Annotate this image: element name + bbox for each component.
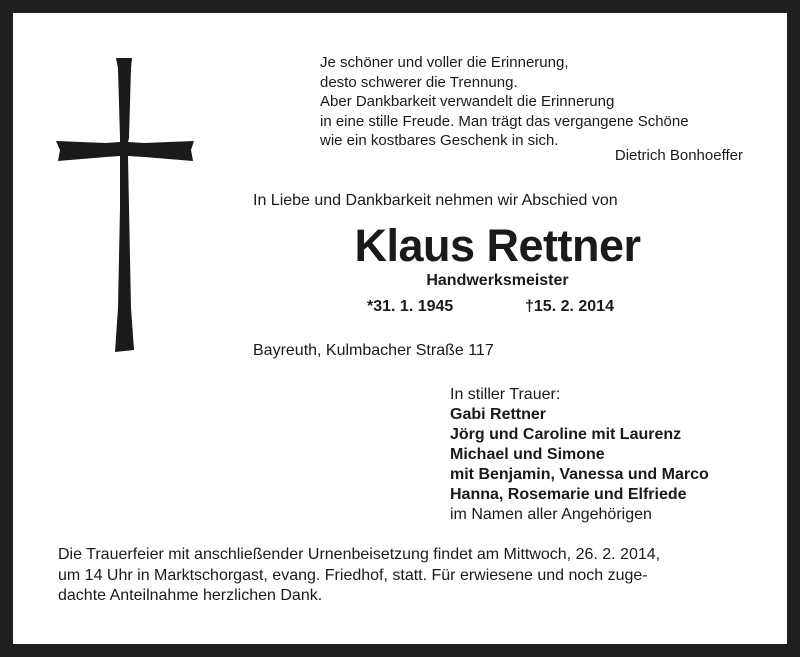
quote-line: desto schwerer die Trennung. [320, 73, 518, 91]
quote-line: wie ein kostbares Geschenk in sich. [320, 132, 559, 149]
mourners-heading: In stiller Trauer: [450, 386, 561, 403]
funeral-notice-line: um 14 Uhr in Marktschorgast, evang. Friedhof, statt. Für erwiesene und noch zuge- [58, 566, 648, 584]
address: Bayreuth, Kulmbacher Straße 117 [253, 342, 494, 359]
mourner-name: Hanna, Rosemarie und Elfriede [450, 486, 687, 503]
quote [320, 53, 750, 151]
birth-date: *31. 1. 1945 [367, 298, 454, 315]
mourners-closing: im Namen aller Angehörigen [450, 506, 652, 523]
deceased-title: Handwerksmeister [426, 272, 569, 289]
intro-text: In Liebe und Dankbarkeit nehmen wir Abschied von [253, 192, 618, 209]
quote-line: Aber Dankbarkeit verwandelt die Erinnerung [320, 93, 615, 110]
mourner-name: mit Benjamin, Vanessa und Marco [450, 466, 709, 483]
deceased-name: Klaus Rettner [354, 220, 641, 271]
mourners-block [450, 385, 709, 525]
mourner-name: Gabi Rettner [450, 406, 547, 423]
quote-line: in eine stille Freude. Man trägt das vergangene Schöne [320, 112, 689, 130]
funeral-notice-line: Die Trauerfeier mit anschließender Urnenbeisetzung findet am Mittwoch, 26. 2. 2014, [58, 546, 661, 563]
mourner-name: Jörg und Caroline mit Laurenz [450, 426, 682, 443]
mourner-name: Michael und Simone [450, 446, 605, 463]
quote-line: Je schöner und voller die Erinnerung, [320, 54, 569, 71]
cross-icon [56, 58, 194, 352]
funeral-notice [58, 545, 748, 607]
death-date: †15. 2. 2014 [525, 298, 614, 315]
quote-author: Dietrich Bonhoeffer [614, 147, 743, 164]
funeral-notice-line: dachte Anteilnahme herzlichen Dank. [58, 587, 323, 604]
